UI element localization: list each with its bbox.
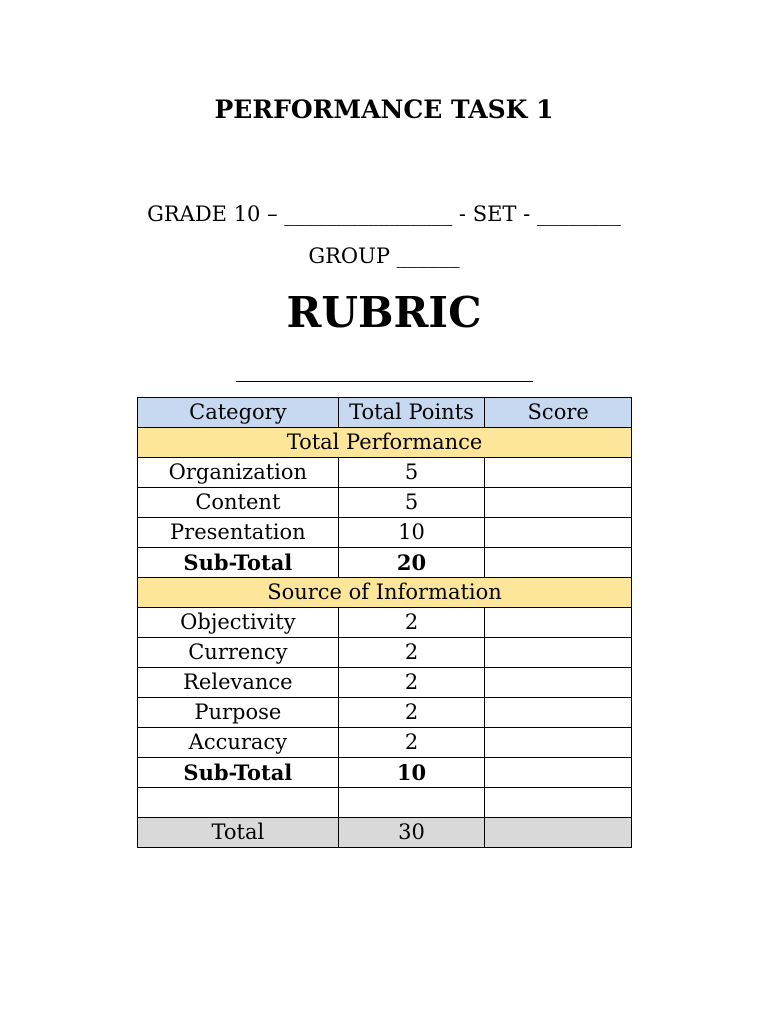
score-cell[interactable]	[485, 638, 632, 668]
score-cell[interactable]	[485, 728, 632, 758]
category-cell: Objectivity	[138, 608, 339, 638]
subtotal-row	[138, 758, 632, 788]
blank-cell	[485, 788, 632, 818]
category-cell: Presentation	[138, 518, 339, 548]
total-points: 30	[338, 818, 485, 848]
total-row	[138, 818, 632, 848]
table-row	[138, 608, 632, 638]
section-label: Total Performance	[138, 428, 632, 458]
header-total-points: Total Points	[338, 398, 485, 428]
table-row	[138, 488, 632, 518]
blank-row	[138, 788, 632, 818]
subtotal-score[interactable]	[485, 548, 632, 578]
subtotal-score[interactable]	[485, 758, 632, 788]
blank-cell	[338, 788, 485, 818]
section-row-total-performance	[138, 428, 632, 458]
grade-set-line: GRADE 10 – ________________ - SET - ________	[147, 202, 621, 226]
points-cell: 2	[338, 668, 485, 698]
score-cell[interactable]	[485, 518, 632, 548]
subtotal-label: Sub-Total	[138, 548, 339, 578]
points-cell: 5	[338, 488, 485, 518]
subtotal-label: Sub-Total	[138, 758, 339, 788]
points-cell: 2	[338, 638, 485, 668]
score-cell[interactable]	[485, 698, 632, 728]
points-cell: 2	[338, 728, 485, 758]
points-cell: 5	[338, 458, 485, 488]
points-cell: 2	[338, 698, 485, 728]
group-line: GROUP ______	[308, 244, 460, 268]
total-label: Total	[138, 818, 339, 848]
score-cell[interactable]	[485, 458, 632, 488]
heading-underline	[236, 381, 533, 382]
blank-cell	[138, 788, 339, 818]
category-cell: Relevance	[138, 668, 339, 698]
rubric-table	[137, 397, 632, 848]
header-score: Score	[485, 398, 632, 428]
points-cell: 2	[338, 608, 485, 638]
table-row	[138, 728, 632, 758]
header-category: Category	[138, 398, 339, 428]
category-cell: Organization	[138, 458, 339, 488]
category-cell: Currency	[138, 638, 339, 668]
category-cell: Accuracy	[138, 728, 339, 758]
table-row	[138, 698, 632, 728]
table-header-row	[138, 398, 632, 428]
total-score[interactable]	[485, 818, 632, 848]
table-row	[138, 518, 632, 548]
table-row	[138, 638, 632, 668]
table-row	[138, 458, 632, 488]
table-row	[138, 668, 632, 698]
category-cell: Purpose	[138, 698, 339, 728]
page-title: PERFORMANCE TASK 1	[214, 95, 554, 124]
category-cell: Content	[138, 488, 339, 518]
section-row-source-of-information	[138, 578, 632, 608]
subtotal-points: 20	[338, 548, 485, 578]
score-cell[interactable]	[485, 668, 632, 698]
section-label: Source of Information	[138, 578, 632, 608]
score-cell[interactable]	[485, 488, 632, 518]
score-cell[interactable]	[485, 608, 632, 638]
subtotal-row	[138, 548, 632, 578]
subtotal-points: 10	[338, 758, 485, 788]
rubric-heading: RUBRIC	[286, 288, 482, 337]
points-cell: 10	[338, 518, 485, 548]
